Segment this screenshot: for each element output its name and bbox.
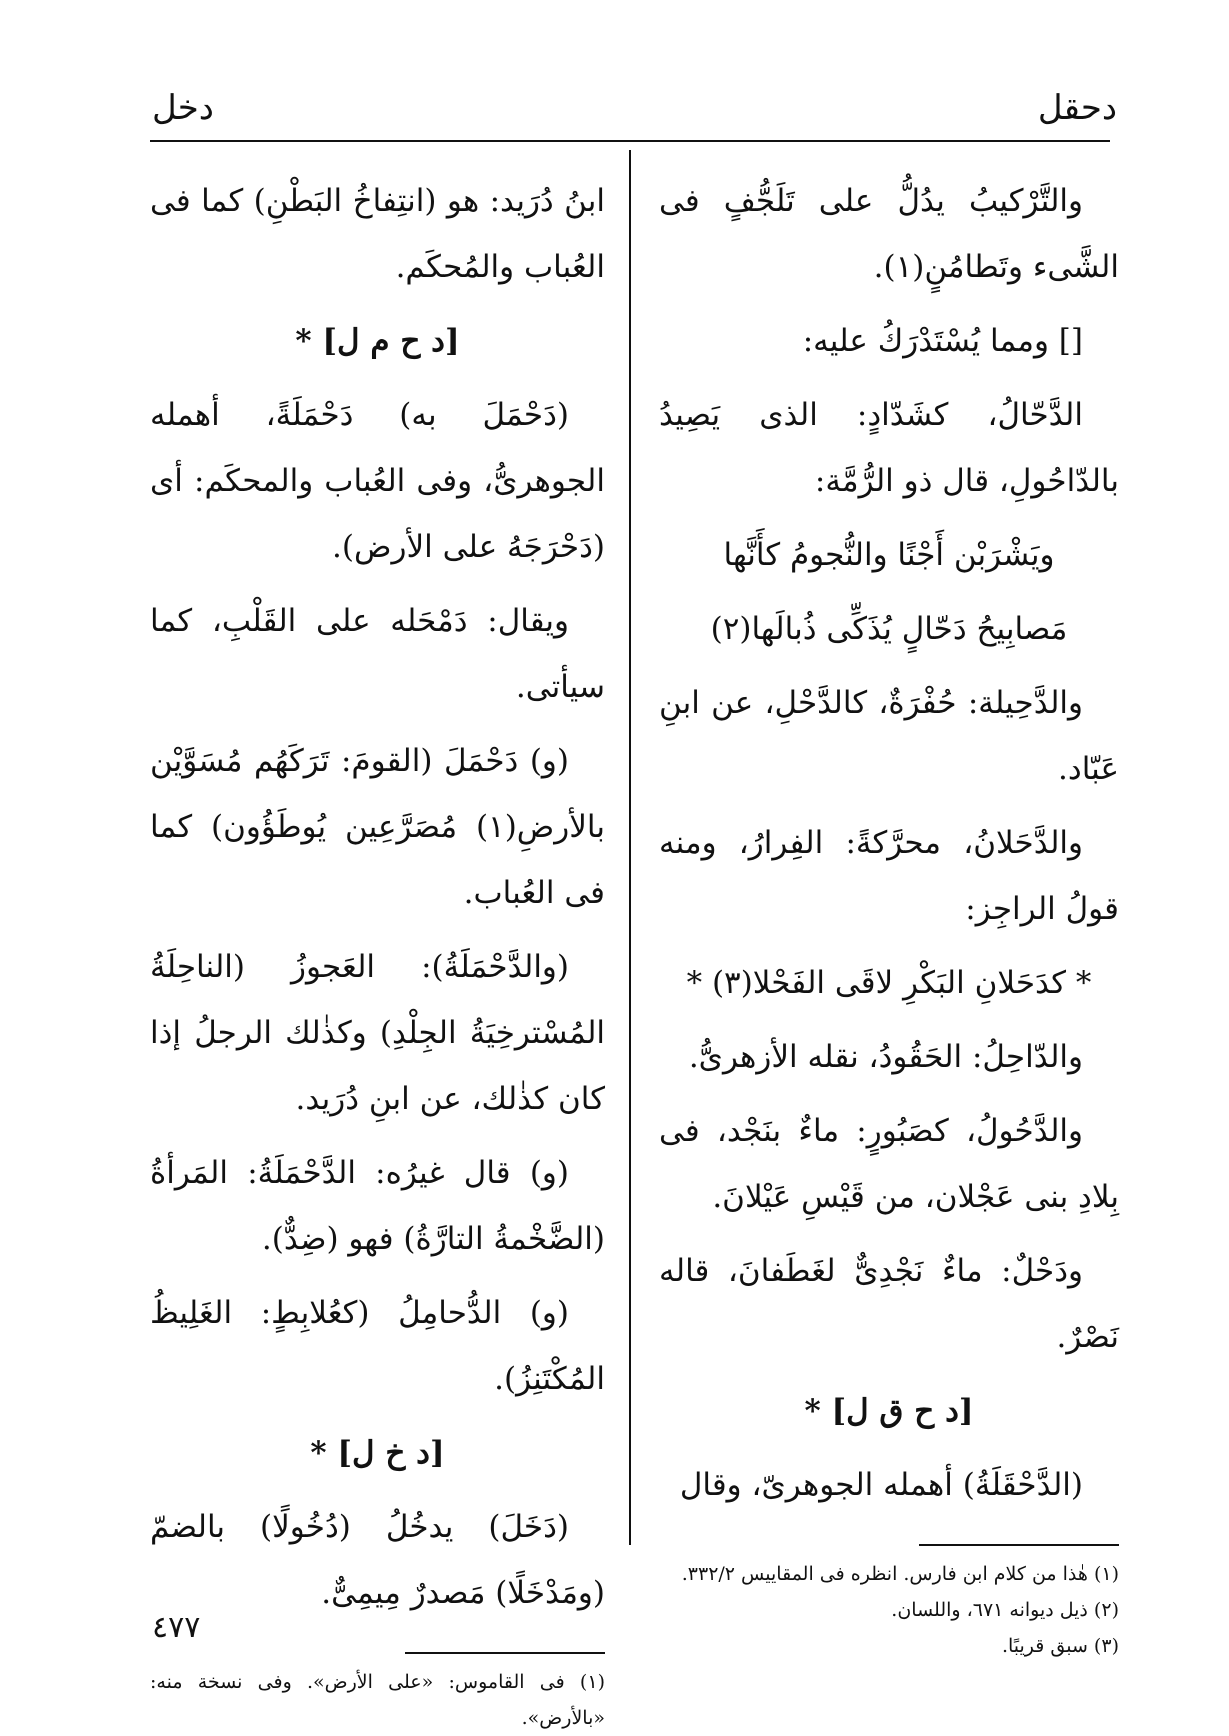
footnote: (١) فى القاموس: «على الأرض». وفى نسخة منه: «بالأرض». xyxy=(150,1671,605,1729)
header-rule xyxy=(150,140,1110,142)
footnote: (٢) ذيل ديوانه ٦٧١، واللسان. xyxy=(891,1599,1119,1621)
footnote-rule xyxy=(919,1544,1119,1546)
column-divider xyxy=(629,150,631,1545)
running-header-left: دخل xyxy=(152,88,214,128)
paragraph: والدَّحَلانُ، محرَّكةً: الفِرارُ، ومنه قولُ الراجِز: xyxy=(659,825,1119,927)
footnote: (٣) سبق قريبًا. xyxy=(1001,1635,1119,1657)
paragraph: [] ومما يُسْتَدْرَكُ عليه: xyxy=(802,323,1083,359)
verse-line: * كدَحَلانِ البَكْرِ لاقَى الفَحْلا(٣) * xyxy=(686,965,1092,1001)
paragraph: ابنُ دُرَيد: هو (انتِفاخُ البَطْنِ) كما فى العُباب والمُحكَم. xyxy=(150,183,605,285)
paragraph: (والدَّحْمَلَةُ): العَجوزُ (الناحِلَةُ المُسْترخِيَةُ الجِلْدِ) وكذٰلك الرجلُ إذا كان كذٰلك، عن ابنِ دُرَيد. xyxy=(150,949,605,1117)
paragraph: (و) الدُّحامِلُ (كعُلابِطٍ: الغَلِيظُ المُكْتَنِزُ). xyxy=(150,1295,605,1397)
entry-heading: [د خ ل] * xyxy=(310,1435,445,1471)
page-number: ٤٧٧ xyxy=(152,1610,201,1645)
paragraph: ودَحْلٌ: ماءٌ نَجْدِىٌّ لغَطَفانَ، قاله نَصْرٌ. xyxy=(659,1253,1119,1355)
verse-line: ويَشْرَبْن أَجْنًا والنُّجومُ كأَنَّها xyxy=(723,537,1055,573)
paragraph: الدَّحّالُ، كشَدّادٍ: الذى يَصِيدُ بالدّاحُولِ، قال ذو الرُّمَّة: xyxy=(659,397,1119,499)
paragraph: والدَّحِيلة: حُفْرَةٌ، كالدَّحْلِ، عن ابنِ عَبّاد. xyxy=(659,685,1119,787)
paragraph: والدّاحِلُ: الحَقُودُ، نقله الأزهرىُّ. xyxy=(688,1039,1083,1075)
footnote-rule xyxy=(405,1652,605,1654)
right-column xyxy=(659,168,1119,1664)
entry-heading: [د ح م ل] * xyxy=(295,323,460,359)
paragraph: (دَحْمَلَ به) دَحْمَلَةً، أهمله الجوهرىُّ، وفى العُباب والمحكَم: أى (دَحْرَجَهُ على الأرض). xyxy=(150,397,605,565)
left-column xyxy=(150,168,605,1736)
paragraph: ويقال: دَمْحَله على القَلْبِ، كما سيأتى. xyxy=(150,603,605,705)
paragraph: (و) قال غيرُه: الدَّحْمَلَةُ: المَرأةُ (الضَّخْمةُ التارَّةُ) فهو (ضِدٌّ). xyxy=(150,1155,605,1257)
paragraph: (الدَّحْقَلَةُ) أهمله الجوهرىّ، وقال xyxy=(679,1467,1083,1503)
paragraph: والدَّحُولُ، كصَبُورٍ: ماءٌ بنَجْد، فى بِلادِ بنى عَجْلان، من قَيْسِ عَيْلانَ. xyxy=(659,1113,1119,1215)
entry-heading: [د ح ق ل] * xyxy=(804,1393,974,1429)
paragraph: (و) دَحْمَلَ (القومَ: تَرَكَهُم مُسَوَّيْن بالأرضِ(١) مُصَرَّعِين يُوطَؤُون) كما فى العُباب. xyxy=(150,743,605,911)
verse-line: مَصابِيحُ دَحّالٍ يُذَكِّى ذُبالَها(٢) xyxy=(710,611,1068,647)
paragraph: (دَخَلَ) يدخُلُ (دُخُولًا) بالضمّ (ومَدْخَلًا) مَصدرٌ مِيمِىٌّ. xyxy=(150,1509,605,1611)
footnote: (١) هٰذا من كلام ابن فارس. انظره فى المقاييس ٣٣٢/٢. xyxy=(681,1563,1119,1585)
running-header-right: دحقل xyxy=(1037,88,1117,128)
paragraph: والتَّرْكيبُ يدُلُّ على تَلَجُّفٍ فى الشَّىء وتَطامُنٍ(١). xyxy=(659,183,1119,285)
